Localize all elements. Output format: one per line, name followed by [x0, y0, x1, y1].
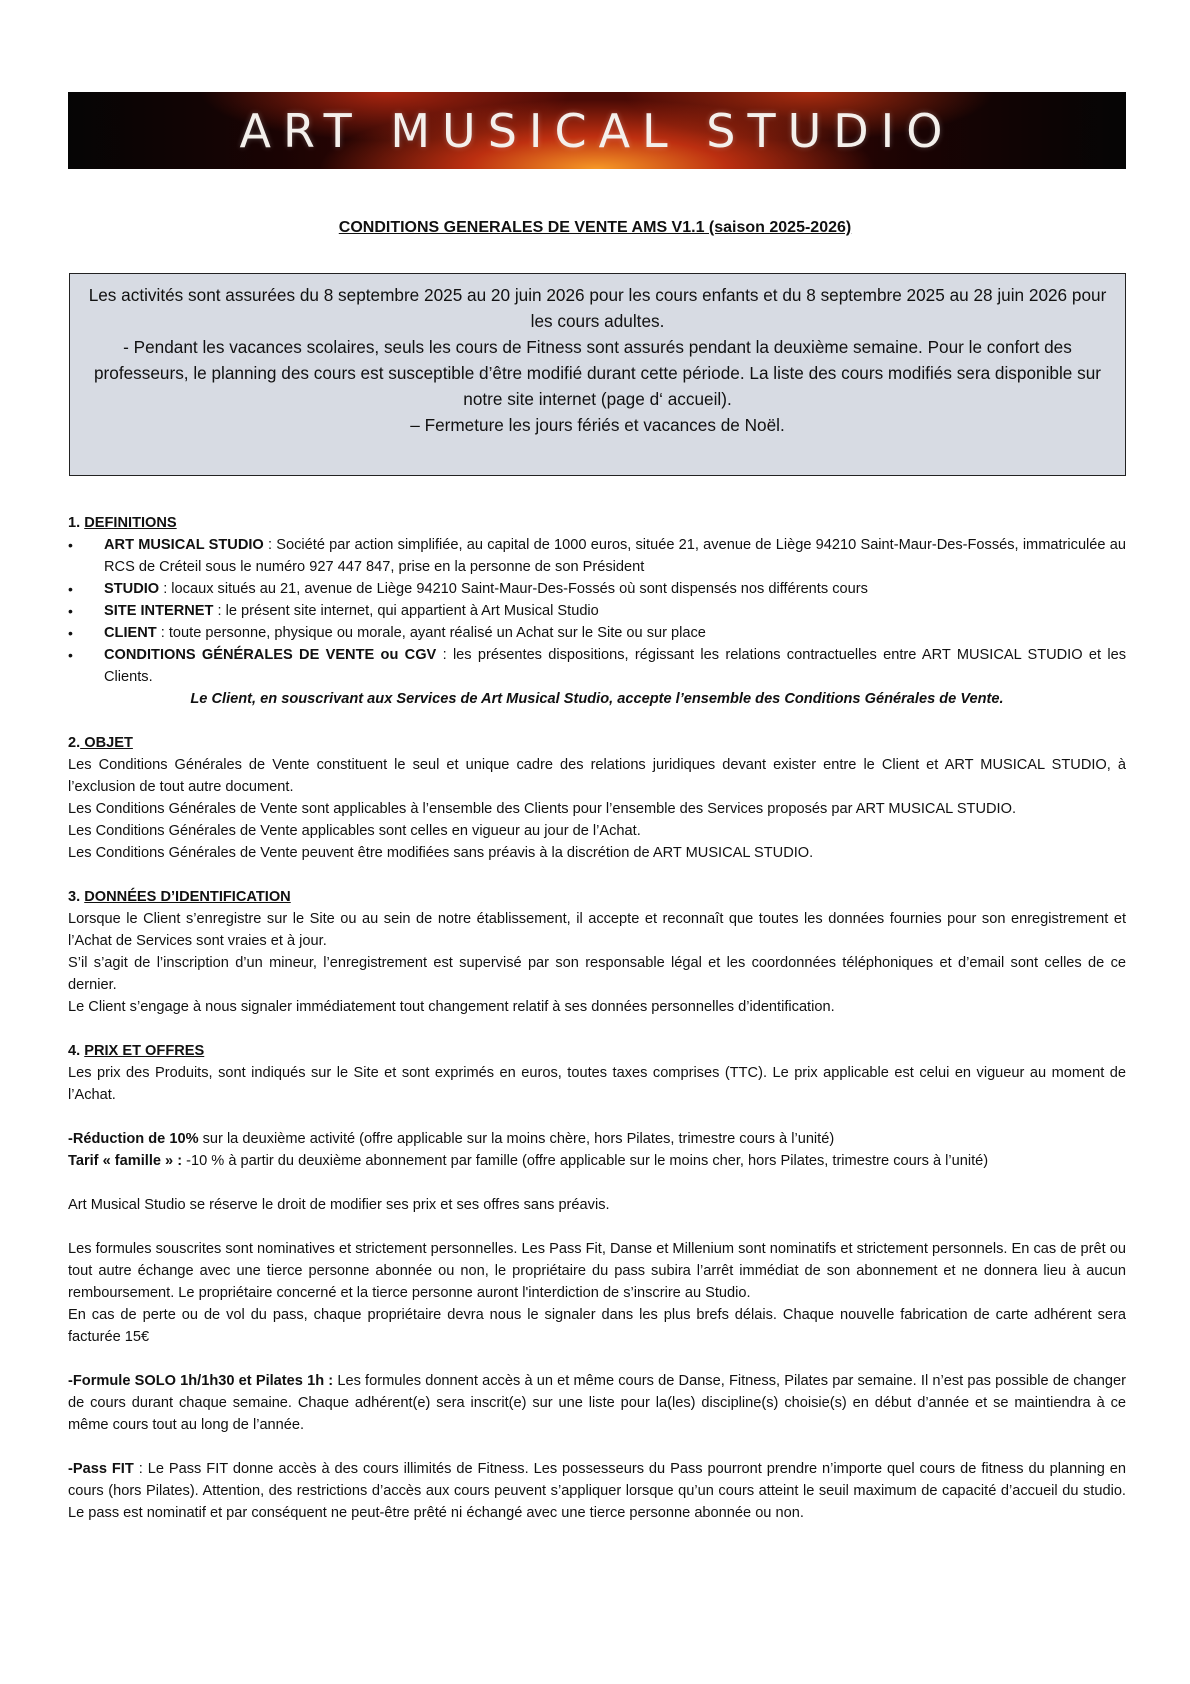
terms-body	[68, 512, 1126, 1524]
paragraph: Les Conditions Générales de Vente peuvent être modifiées sans préavis à la discrétion de ART MUSICAL STUDIO.	[68, 845, 814, 861]
brand-logo-text: ART MUSICAL STUDIO	[239, 103, 955, 158]
definition-item: • ART MUSICAL STUDIO : Société par action simplifiée, au capital de 1000 euros, située 21, avenue de Liège 94210 Saint-Maur-Des-Fossés, immatriculée au RCS de Créteil sous le numéro 927 447 847, prise en la personne de son Président	[68, 534, 1126, 578]
season-notice-box	[69, 273, 1126, 476]
section-heading-donnees: 3. DONNÉES D’IDENTIFICATION	[68, 889, 291, 905]
bullet-icon: •	[68, 603, 73, 619]
notice-dates: Les activités sont assurées du 8 septembre 2025 au 20 juin 2026 pour les cours enfants et du 8 septembre 2025 au 28 juin 2026 pour les cours adultes.	[88, 285, 1107, 331]
paragraph: Les Conditions Générales de Vente sont applicables à l’ensemble des Clients pour l’ensemble des Services proposés par ART MUSICAL STUDIO.	[68, 801, 1017, 817]
section-heading-objet: 2. OBJET	[68, 735, 133, 751]
paragraph: Le Client s’engage à nous signaler immédiatement tout changement relatif à ses données personnelles d’identification.	[68, 999, 835, 1015]
brand-banner	[68, 92, 1126, 169]
bullet-icon: •	[68, 625, 73, 641]
notice-closure: – Fermeture les jours fériés et vacances de Noël.	[410, 415, 785, 435]
acceptance-statement: Le Client, en souscrivant aux Services de Art Musical Studio, accepte l’ensemble des Conditions Générales de Vente.	[190, 691, 1004, 707]
paragraph: Les formules souscrites sont nominatives et strictement personnelles. Les Pass Fit, Danse et Millenium sont nominatifs et strictement personnels. En cas de prêt ou tout autre échange avec une tierce personne abonnée ou non, le propriétaire du pass subira l’arrêt immédiat de son abonnement et ne donnera lieu à aucun remboursement. Le propriétaire concerné et la tierce personne auront l'interdiction de s’inscrire au Studio.	[68, 1241, 1126, 1301]
notice-holidays: - Pendant les vacances scolaires, seuls les cours de Fitness sont assurés pendant la deuxième semaine. Pour le confort des professeurs, le planning des cours est susceptible d’être modifié durant cette période. La liste des cours modifiés sera disponible sur notre site internet (page d‘ accueil).	[94, 337, 1101, 409]
definitions-list	[68, 534, 1126, 688]
bullet-icon: •	[68, 647, 73, 663]
reduction-offer: -Réduction de 10% sur la deuxième activité (offre applicable sur la moins chère, hors Pilates, trimestre cours à l’unité)	[68, 1131, 835, 1147]
paragraph: S’il s’agit de l’inscription d’un mineur, l’enregistrement est supervisé par son responsable légal et les coordonnées téléphoniques et d’email sont celles de ce dernier.	[68, 955, 1126, 993]
section-heading-definitions: 1. DEFINITIONS	[68, 515, 177, 531]
paragraph: Les Conditions Générales de Vente applicables sont celles en vigueur au jour de l’Achat.	[68, 823, 641, 839]
definition-item: • SITE INTERNET : le présent site internet, qui appartient à Art Musical Studio	[68, 600, 1126, 622]
paragraph: En cas de perte ou de vol du pass, chaque propriétaire devra nous le signaler dans les plus brefs délais. Chaque nouvelle fabrication de carte adhérent sera facturée 15€	[68, 1307, 1126, 1345]
paragraph: Lorsque le Client s’enregistre sur le Site ou au sein de notre établissement, il accepte et reconnaît que toutes les données fournies pour son enregistrement et l’Achat de Services sont vraies et à jour.	[68, 911, 1126, 949]
bullet-icon: •	[68, 537, 73, 553]
family-offer: Tarif « famille » : -10 % à partir du deuxième abonnement par famille (offre applicable sur le moins cher, hors Pilates, trimestre cours à l’unité)	[68, 1153, 989, 1169]
definition-item: • CLIENT : toute personne, physique ou morale, ayant réalisé un Achat sur le Site ou sur place	[68, 622, 1126, 644]
section-heading-prix: 4. PRIX ET OFFRES	[68, 1043, 205, 1059]
paragraph: Art Musical Studio se réserve le droit de modifier ses prix et ses offres sans préavis.	[68, 1197, 610, 1213]
definition-item: • STUDIO : locaux situés au 21, avenue de Liège 94210 Saint-Maur-Des-Fossés où sont dispensés nos différents cours	[68, 578, 1126, 600]
formule-solo-paragraph: -Formule SOLO 1h/1h30 et Pilates 1h : Les formules donnent accès à un et même cours de Danse, Fitness, Pilates par semaine. Il n’est pas possible de changer de cours durant chaque semaine. Chaque adhérent(e) sera inscrit(e) sur une liste pour la(les) discipline(s) choisie(s) en début d’année et se maintiendra à ce même cours tout au long de l’année.	[68, 1373, 1126, 1433]
pass-fit-paragraph: -Pass FIT : Le Pass FIT donne accès à des cours illimités de Fitness. Les possesseurs du Pass pourront prendre n’importe quel cours de fitness du planning en cours (hors Pilates). Attention, des restrictions d’accès aux cours peuvent s’appliquer lorsque qu’un cours atteint le seuil maximum de capacité d’accueil du studio. Le pass est nominatif et par conséquent ne peut-être prêté ni échangé avec une tierce personne abonnée ou non.	[68, 1461, 1126, 1521]
document-title: CONDITIONS GENERALES DE VENTE AMS V1.1 (saison 2025-2026)	[338, 219, 852, 236]
definition-item: • CONDITIONS GÉNÉRALES DE VENTE ou CGV : les présentes dispositions, régissant les relations contractuelles entre ART MUSICAL STUDIO et les Clients.	[68, 644, 1126, 688]
bullet-icon: •	[68, 581, 73, 597]
paragraph: Les Conditions Générales de Vente constituent le seul et unique cadre des relations juridiques devant exister entre le Client et ART MUSICAL STUDIO, à l’exclusion de tout autre document.	[68, 757, 1126, 795]
paragraph: Les prix des Produits, sont indiqués sur le Site et sont exprimés en euros, toutes taxes comprises (TTC). Le prix applicable est celui en vigueur au moment de l’Achat.	[68, 1065, 1126, 1103]
